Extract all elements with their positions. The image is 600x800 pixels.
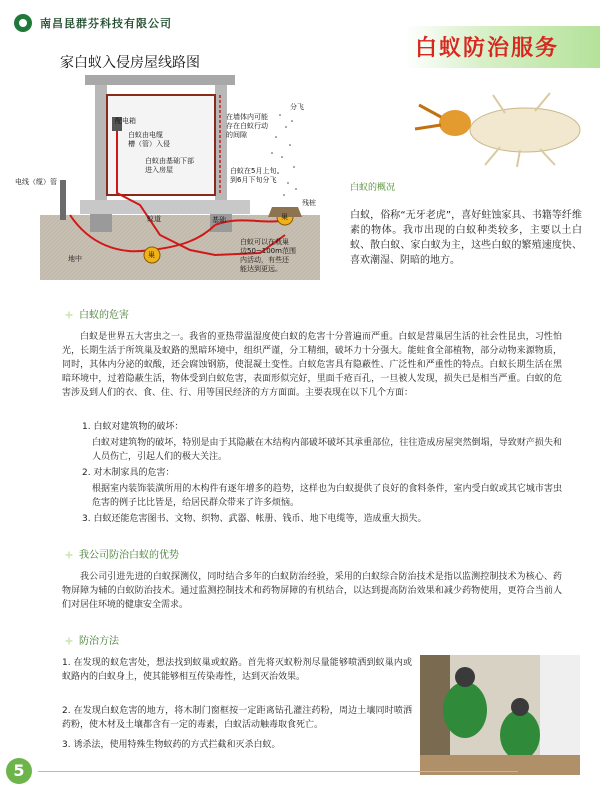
worker-photo [420, 655, 580, 775]
advantage-heading-text: 我公司防治白蚁的优势 [79, 550, 179, 561]
label-forage-3: 内活动，有些还 [240, 256, 289, 264]
label-via-cable: 白蚁由电缆 [128, 131, 163, 139]
page-number: 5 [6, 758, 32, 784]
overview-text: 白蚁，俗称“无牙老虎”，喜好蛀蚀家具、书籍等纤维素的物体。我市出现的白蚁种类较多，主要以土白蚁、散白蚁、家白蚁为主，这些白蚁的繁殖速度快、喜欢潮湿、阴暗的地方。 [350, 210, 582, 266]
advantage-text: 我公司引进先进的白蚁探测仪，同时结合多年的白蚁防治经验，采用的白蚁综合防治技术是指以监测控制技术为核心、药物屏障为辅的白蚁防治技术。通过监测控制技术和药物屏障的有机结合，以达到提高防治效果和减少药物使用，更符合当前人们对居住环境的健康安全需求。 [62, 572, 562, 610]
termite-route-diagram [15, 75, 320, 280]
label-wall-gap: 在墙体内可能 [226, 113, 268, 121]
harm-item-3-title: 3. 白蚁还能危害图书、文物、织物、武器、帐册、钱币、地下电缆等，造成重大损失。 [82, 514, 427, 524]
label-via-base-2: 进入房屋 [145, 166, 173, 174]
harm-heading-text: 白蚁的危害 [79, 310, 129, 321]
label-foundation: 基础 [212, 216, 226, 224]
label-wall-gap-2: 存在白蚁行动 [226, 122, 268, 130]
floor-slab [80, 200, 250, 214]
label-forage: 白蚁可以在栽巢 [240, 238, 289, 246]
roof [85, 75, 235, 85]
worker-illustration [420, 655, 580, 775]
harm-item-1-body: 白蚁对建筑物的破坏，特别是由于其隐蔽在木结构内部破坏破坏其承重部位，往往造成房屋突然倒塌，导致财产损失和人员伤亡，引起人们的极大关注。 [92, 438, 562, 462]
star-bullet-icon [65, 637, 73, 645]
label-remnant: 残桩 [302, 199, 316, 207]
label-nest-2: 巢 [281, 213, 288, 221]
diagram-title: 家白蚁入侵房屋线路图 [60, 55, 200, 71]
label-may-june-2: 到6月下旬分飞 [230, 176, 277, 184]
label-cable-pipe: 电线（缆）管 [15, 178, 57, 186]
label-forage-4: 能达到更远。 [240, 265, 282, 273]
star-bullet-icon [65, 311, 73, 319]
harm-item-1-title: 1. 白蚁对建筑物的破坏： [82, 422, 184, 432]
method-item-1: 1. 在发现的蚁危害处，想法找到蚁巢或蚁路。首先将灭蚁粉剂尽量能够喷洒到蚁巢内或蚁路内的白蚁身上，使其能够相互传染毒性，达到灭治效果。 [62, 658, 412, 682]
label-may-june: 白蚁在5月上旬 [230, 167, 277, 175]
label-tunnel: 蚁道 [147, 215, 161, 223]
label-nest-1: 巢 [148, 251, 155, 259]
label-wall-gap-3: 的间隙 [226, 131, 247, 139]
method-item-3: 3. 诱杀法，使用特殊生物蚁药的方式拦截和灭杀白蚁。 [62, 740, 281, 750]
company-name: 南昌昆群芬科技有限公司 [40, 17, 172, 30]
foundation-left [90, 214, 112, 232]
footer-line [38, 771, 518, 772]
harm-heading [65, 306, 129, 321]
label-via-cable-2: 槽（管）入侵 [128, 140, 170, 148]
methods-heading-text: 防治方法 [79, 636, 119, 647]
label-underground: 地中 [68, 255, 82, 263]
company-logo [14, 14, 32, 32]
service-title: 白蚁防治服务 [415, 36, 560, 61]
label-swarm: 分飞 [290, 103, 304, 111]
overview-heading: 白蚁的概况 [350, 183, 396, 193]
label-via-base: 白蚁由基础下部 [145, 157, 194, 165]
cable-pipe [60, 180, 66, 220]
label-forage-2: 边50~100m范围 [240, 247, 296, 255]
harm-item-2-body: 根据室内装饰装潢所用的木构件有逐年增多的趋势，这样也为白蚁提供了良好的食料条件，室内受白蚁或其它城市害虫危害的例子比比皆是，给居民群众带来了许多烦恼。 [92, 484, 562, 508]
methods-heading [65, 632, 119, 647]
star-bullet-icon [65, 551, 73, 559]
label-distribution-box: 配电箱 [115, 117, 136, 125]
advantage-heading [65, 546, 179, 561]
harm-intro: 白蚁是世界五大害虫之一。我省的亚热带温湿度使白蚁的危害十分普遍而严重。白蚁是营巢居生活的社会性昆虫，习性怕光，长期生活于所筑巢及蚁路的黑暗环境中，组织严谨，分工精细，破坏力十分强大。能蛀食全部植物，部分动物来源物质，同时，其体内分泌的蚁酸，还会腐蚀钢筋，使混凝土变性。白蚁危害具有隐蔽性、广泛性和严重性的特点。白蚁长期生活在黑暗环境中，过着隐蔽生活，物体受到白蚁危害，表面形似完好，里面千疮百孔，一旦被人发现，损失已是相当严重。白蚁的危害涉及到人们的衣、食、住、行、用等国民经济的方方面面。主要表现在以下几个方面： [62, 332, 562, 398]
termite-image [405, 85, 595, 170]
method-item-2: 2. 在发现白蚁危害的地方，将木制门窗框按一定距离钻孔灌注药粉，周边土壤同时喷洒药粉，使木材及土壤都含有一定的毒素，白蚁活动触毒取食死亡。 [62, 706, 412, 730]
termite-illustration [405, 85, 595, 170]
harm-item-2-title: 2. 对木制家具的危害： [82, 468, 175, 478]
